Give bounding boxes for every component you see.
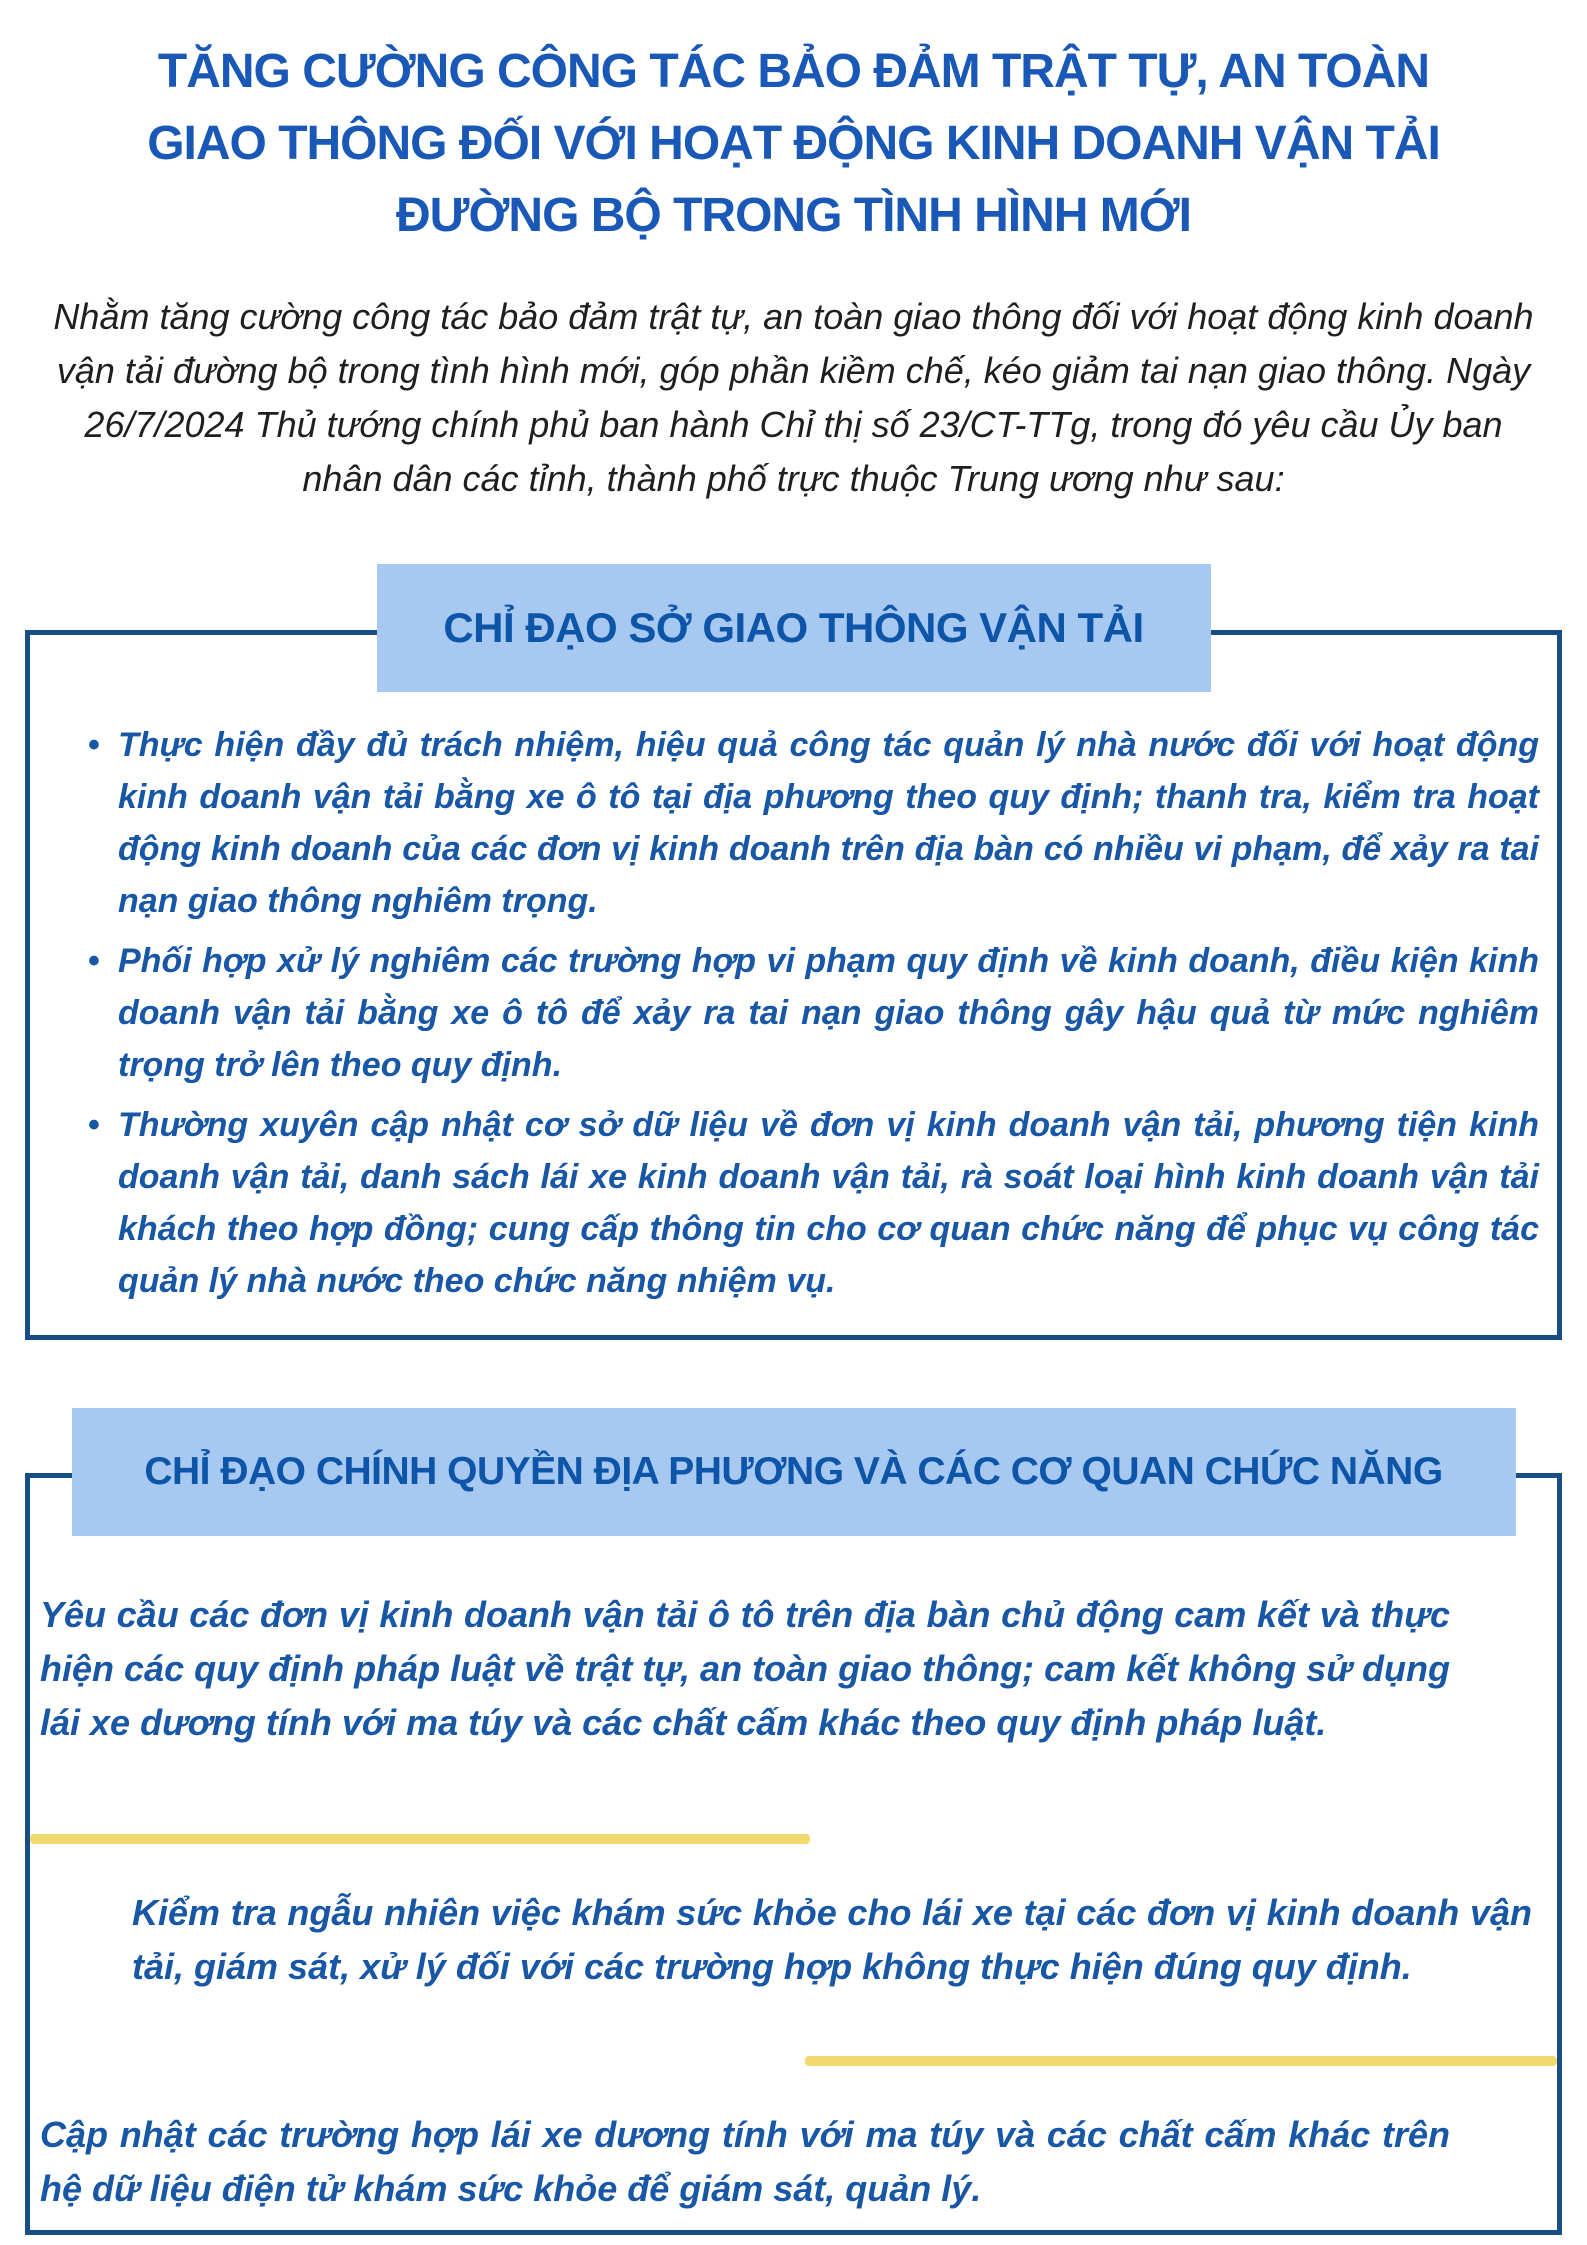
section-header-transport-dept: CHỈ ĐẠO SỞ GIAO THÔNG VẬN TẢI bbox=[377, 564, 1211, 692]
intro-paragraph: Nhằm tăng cường công tác bảo đảm trật tự, an toàn giao thông đối với hoạt động kinh doanh vận tải đường bộ trong tình hình mới, góp phần kiềm chế, kéo giảm tai nạn giao thông. Ngày 26/7/2024 Thủ tướng chính phủ ban hành Chỉ thị số 23/CT-TTg, trong đó yêu cầu Ủy ban nhân dân các tỉnh, thành phố trực thuộc Trung ương như sau: bbox=[53, 296, 1534, 499]
page-title-line-1: TĂNG CƯỜNG CÔNG TÁC BẢO ĐẢM TRẬT TỰ, AN TOÀN bbox=[157, 45, 1430, 98]
bullet-list bbox=[30, 635, 1557, 1307]
yellow-divider-right bbox=[805, 2056, 1557, 2066]
bullet-item-1: • Thực hiện đầy đủ trách nhiệm, hiệu quả công tác quản lý nhà nước đối với hoạt động kinh doanh vận tải bằng xe ô tô tại địa phương theo quy định; thanh tra, kiểm tra hoạt động kinh doanh của các đơn vị kinh doanh trên địa bàn có nhiều vi phạm, để xảy ra tai nạn giao thông nghiêm trọng. bbox=[118, 719, 1539, 927]
page-title-line-3: ĐƯỜNG BỘ TRONG TÌNH HÌNH MỚI bbox=[395, 189, 1191, 242]
page-title bbox=[45, 36, 1542, 252]
bullet-item-2: • Phối hợp xử lý nghiêm các trường hợp vi phạm quy định về kinh doanh, điều kiện kinh doanh vận tải bằng xe ô tô để xảy ra tai nạn giao thông gây hậu quả từ mức nghiêm trọng trở lên theo quy định. bbox=[118, 935, 1539, 1091]
yellow-divider-left bbox=[30, 1834, 810, 1844]
bullet-item-3: • Thường xuyên cập nhật cơ sở dữ liệu về đơn vị kinh doanh vận tải, phương tiện kinh doanh vận tải, danh sách lái xe kinh doanh vận tải, rà soát loại hình kinh doanh vận tải khách theo hợp đồng; cung cấp thông tin cho cơ quan chức năng để phục vụ công tác quản lý nhà nước theo chức năng nhiệm vụ. bbox=[118, 1099, 1539, 1307]
section-box-local-authorities bbox=[25, 1473, 1562, 2235]
section-header-local-authorities: CHỈ ĐẠO CHÍNH QUYỀN ĐỊA PHƯƠNG VÀ CÁC CƠ QUAN CHỨC NĂNG bbox=[72, 1408, 1516, 1536]
paragraph-database-update: Cập nhật các trường hợp lái xe dương tính với ma túy và các chất cấm khác trên hệ dữ liệu điện tử khám sức khỏe để giám sát, quản lý. bbox=[40, 2114, 1450, 2209]
page-title-line-2: GIAO THÔNG ĐỐI VỚI HOẠT ĐỘNG KINH DOANH VẬN TẢI bbox=[147, 117, 1440, 170]
paragraph-commitments: Yêu cầu các đơn vị kinh doanh vận tải ô tô trên địa bàn chủ động cam kết và thực hiện các quy định pháp luật về trật tự, an toàn giao thông; cam kết không sử dụng lái xe dương tính với ma túy và các chất cấm khác theo quy định pháp luật. bbox=[40, 1594, 1450, 1743]
paragraph-health-checks: Kiểm tra ngẫu nhiên việc khám sức khỏe cho lái xe tại các đơn vị kinh doanh vận tải, giám sát, xử lý đối với các trường hợp không thực hiện đúng quy định. bbox=[132, 1892, 1532, 1987]
section-box-transport-dept bbox=[25, 630, 1562, 1340]
